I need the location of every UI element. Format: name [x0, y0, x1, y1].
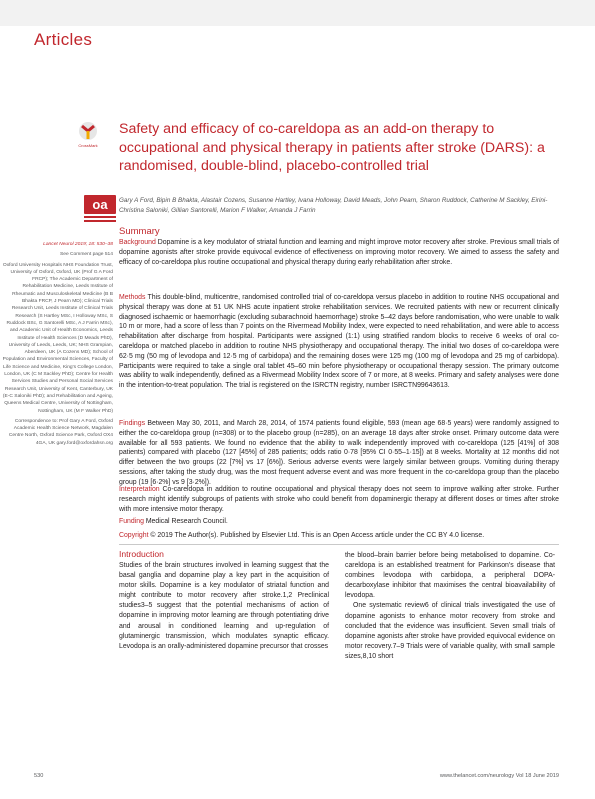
- section-divider: [119, 544, 559, 545]
- author-list: Gary A Ford, Bipin B Bhakta, Alastair Cozens, Susanne Hartley, Ivana Holloway, David Meads, John Pearn, Sharon Ruddock, Catherine M Sackley, Eirini-Christina Saloniki, Gillian Santorelli, Marion F Walker, Amanda J Farrin: [119, 197, 548, 214]
- abstract-text: Co-careldopa in addition to routine occupational and physical therapy does not seem to improve walking after stroke. Further research might identify subgroups of patients with stroke who could benefit from dopaminergic therapy at different doses or times after stroke with more intensive motor therapy.: [119, 486, 559, 513]
- affiliation-text: Oxford University Hospitals NHS Foundation Trust, University of Oxford, Oxford, UK (Prof G A Ford FRCP); The Academic Department of Rehabilitation Medicine, Leeds Institute of Rheumatic and Musculoskeletal Medicine (B B Bhakta FRCP, J Pearn MD); Clinical Trials Research Unit, Leeds Institute of Clinical Trials Research (S Hartley MSc, I Holloway MSc, S Ruddock BSc, G Santorelli MSc, A J Farrin MSc), and Academic Unit of Health Economics, Leeds Institute of Health Sciences (D Meads PhD), University of Leeds, Leeds, UK; NHS Grampian, Aberdeen, UK (A Cozens MD); School of Population and Environmental Sciences, Faculty of Life Science and Medicine, King's College London, London, UK (C M Sackley PhD); Centre for Health Services Studies and Personal Social Services Research Unit, University of Kent, Canterbury, UK (E-C Saloniki PhD); and Rehabilitation and Ageing, Queens Medical Centre, University of Nottingham, Nottingham, UK (M F Walker PhD): [2, 262, 113, 414]
- abstract-background: [119, 238, 559, 267]
- journal-info: www.thelancet.com/neurology Vol 18 June 2019: [439, 773, 559, 779]
- abstract-findings: [119, 419, 559, 488]
- correspondence: Correspondence to: Prof Gary A Ford, Oxford Academic Health Science Network, Magdalen Centre North, Oxford Science Park, Oxford OX4 4GA, UK gary.ford@oxfordahsn.org: [8, 418, 113, 446]
- abstract-text: Dopamine is a key modulator of striatal function and learning and might improve motor recovery after stroke. Previous small trials of dopamine agonists after stroke provide equivocal evidence of effectiveness on improving motor recovery. We aimed to assess the safety and efficacy of co-careldopa plus routine occupational and physical therapy during early rehabilitation after stroke.: [119, 239, 559, 266]
- citation: Lancet Neurol 2019; 18: 530–38: [43, 242, 113, 247]
- abstract-text: © 2019 The Author(s). Published by Elsevier Ltd. This is an Open Access article under the CC BY 4.0 license.: [148, 532, 485, 539]
- abstract-label: Copyright: [119, 532, 149, 539]
- intro-column-right: [345, 551, 555, 662]
- abstract-text: Medical Research Council.: [143, 518, 228, 525]
- page-number: 530: [34, 773, 44, 779]
- crossmark-label: CrossMark: [78, 143, 98, 148]
- section-name: Articles: [34, 30, 93, 49]
- intro-column-left: [119, 561, 329, 652]
- see-comment-link[interactable]: See Comment page 514: [59, 252, 113, 258]
- open-access-lines: [84, 216, 116, 224]
- abstract-label: Methods: [119, 294, 146, 301]
- introduction-heading: Introduction: [119, 549, 164, 559]
- open-access-badge: oa: [84, 195, 116, 214]
- top-bar: [0, 0, 595, 26]
- abstract-text: This double-blind, multicentre, randomised controlled trial of co-careldopa versus placebo in addition to routine NHS occupational and physical therapy was done at 51 UK NHS acute inpatient stroke rehabilitation services. We recruited patients with new or recurrent clinically diagnosed ischaemic or haemorrhagic (excluding subarachnoid haemorrhage) stroke 5–42 days before randomisation, who were unable to walk 10 m or more, had a score of less than 7 points on the Rivermead Mobility Index, were expected to need rehabilitation, and were able to access rehabilitation after discharge from hospital. Participants were assigned (1:1) using stratified random blocks to receive 6 weeks of oral co-careldopa or matched placebo in addition to routine NHS physiotherapy and occupational therapy. The initial two doses of co-careldopa were 62·5 mg (50 mg of levodopa and 12·5 mg of carbidopa) and the remaining doses were 125 mg (100 mg of levodopa and 25 mg of carbidopa). Participants were required to take a single oral tablet 45–60 min before physiotherapy or occupational therapy session. The primary outcome was ability to walk independently, defined as a Rivermead Mobility Index score of 7 or more, at 8 weeks. Primary and safety analyses were done in the intention-to-treat population. The trial is registered on the ISRCTN registry, number ISRCTN99643613.: [119, 294, 559, 390]
- abstract-interpretation: [119, 485, 559, 514]
- abstract-methods: [119, 293, 559, 391]
- abstract-label: Findings: [119, 420, 146, 427]
- abstract-text: Between May 30, 2011, and March 28, 2014, of 1574 patients found eligible, 593 (mean age 68·5 years) were randomly assigned to either the co-careldopa group (n=308) or to the placebo group (n=285), on an average 18 days after stroke onset. Primary outcome data were available for all 593 patients. We found no evidence that the ability to walk independently improved with co-careldopa (125 [41%] of 308 patients) compared with placebo (127 [45%] of 285 patients; odds ratio 0·78 [95% CI 0·55–1·15]) at 8 weeks. Mortality at 12 months did not differ between the two groups (22 [7%] vs 17 [6%]). Serious adverse events were largely similar between groups. Vomiting during therapy sessions, after taking the study drug, was the most frequent adverse event and was more frequent in the co-careldopa group than the placebo group (19 [6·2%] vs 9 [3·2%]).: [119, 420, 559, 486]
- abstract-label: Funding: [119, 518, 144, 525]
- abstract-copyright: [119, 531, 559, 541]
- intro-paragraph: Studies of the brain structures involved in learning suggest that the basal ganglia and dopamine play a key part in the acquisition of motor skills. Dopamine is a key modulator of striatal function and might contribute to motor recovery after stroke.1,2 Preclinical studies3–5 suggest that the potential mechanisms of action of dopamine in improving motor learning are through potentiating drive and arousal in conditioned learning and up-regulation of glutaminergic transmission, which modulates synaptic efficacy. Levodopa is an orally-administered dopamine precursor that crosses: [119, 562, 329, 650]
- abstract-label: Interpretation: [119, 486, 160, 493]
- abstract-funding: [119, 517, 559, 527]
- article-title: Safety and efficacy of co-careldopa as an add-on therapy to occupational and physical therapy in patients after stroke (DARS): a randomised, double-blind, placebo-controlled trial: [119, 121, 545, 174]
- intro-paragraph: One systematic review6 of clinical trials investigated the use of dopamine agonists to enhance motor recovery from stroke and concluded that the evidence was insufficient. Seven small trials of dopamine agonists after stroke have provided equivocal evidence on motor recovery.7–9 Trials were of variable quality, with small sample sizes,8,10 short: [345, 602, 555, 660]
- abstract-label: Background: [119, 239, 156, 246]
- sidebar-affiliations: [2, 241, 113, 450]
- summary-heading: Summary: [119, 226, 160, 237]
- intro-paragraph: the blood–brain barrier before being metabolised to dopamine. Co-careldopa is an established treatment for Parkinson's disease that combines levodopa with carbidopa, a peripheral DOPA-decarboxylase inhibitor that maximises the central bioavailability of levodopa.: [345, 552, 555, 600]
- crossmark-icon[interactable]: [74, 120, 102, 142]
